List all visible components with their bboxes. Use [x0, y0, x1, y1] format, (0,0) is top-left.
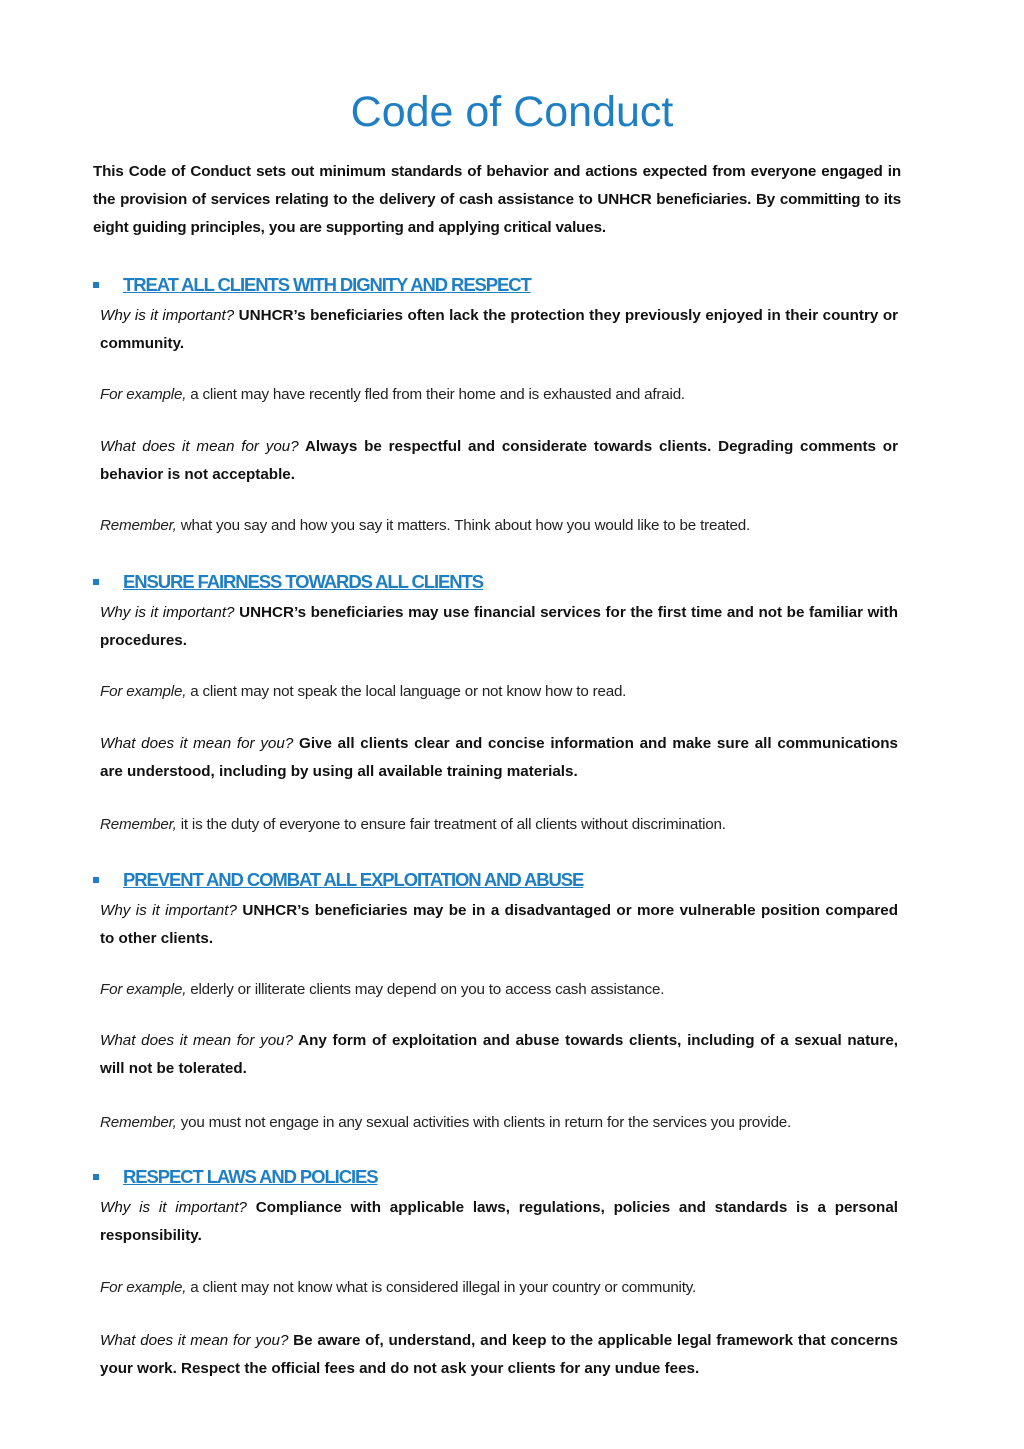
meaning-paragraph [100, 1027, 898, 1083]
example-text: a client may not speak the local language or not know how to read. [186, 683, 627, 700]
bullet-icon [93, 1174, 99, 1180]
section-heading-label: ENSURE FAIRNESS TOWARDS ALL CLIENTS [123, 571, 483, 592]
meaning-paragraph [100, 433, 898, 489]
meaning-lead: What does it mean for you? [100, 438, 299, 455]
example-lead: For example, [100, 683, 187, 700]
why-important-paragraph [100, 302, 898, 358]
page-title: Code of Conduct [350, 88, 674, 136]
remember-paragraph [100, 1109, 898, 1137]
example-text: a client may not know what is considered illegal in your country or community. [186, 1279, 697, 1296]
remember-paragraph [100, 512, 898, 540]
meaning-text: Always be respectful and considerate towards clients. Degrading comments or behavior is not acceptable. [100, 438, 898, 483]
remember-text: it is the duty of everyone to ensure fair treatment of all clients without discrimination. [176, 816, 726, 833]
bullet-icon [93, 282, 99, 288]
why-important-paragraph [100, 897, 898, 953]
section-heading [93, 865, 583, 895]
meaning-paragraph [100, 1327, 898, 1383]
section-heading [93, 1162, 377, 1192]
remember-text: you must not engage in any sexual activities with clients in return for the services you provide. [176, 1114, 792, 1131]
remember-lead: Remember, [100, 816, 177, 833]
why-text: UNHCR’s beneficiaries often lack the protection they previously enjoyed in their country or community. [100, 307, 899, 352]
meaning-text: Any form of exploitation and abuse towards clients, including of a sexual nature, will not be tolerated. [100, 1032, 898, 1077]
intro-paragraph: This Code of Conduct sets out minimum standards of behavior and actions expected from everyone engaged in the provision of services relating to the delivery of cash assistance to UNHCR beneficiaries. By committing to its eight guiding principles, you are supporting and applying critical values. [93, 163, 901, 236]
why-important-paragraph [100, 599, 898, 655]
why-lead: Why is it important? [100, 307, 235, 324]
meaning-text: Be aware of, understand, and keep to the applicable legal framework that concerns your work. Respect the official fees and do not ask your clients for any undue fees. [100, 1332, 898, 1377]
example-paragraph [100, 976, 898, 1004]
remember-text: what you say and how you say it matters. Think about how you would like to be treated. [176, 517, 750, 534]
remember-paragraph [100, 811, 898, 839]
meaning-lead: What does it mean for you? [100, 1332, 289, 1349]
why-lead: Why is it important? [100, 1199, 248, 1216]
meaning-paragraph [100, 730, 898, 786]
meaning-text: Give all clients clear and concise information and make sure all communications are understood, including by using all available training materials. [100, 735, 898, 780]
why-lead: Why is it important? [100, 902, 237, 919]
section-heading-label: TREAT ALL CLIENTS WITH DIGNITY AND RESPECT [123, 274, 531, 295]
example-lead: For example, [100, 386, 187, 403]
example-paragraph [100, 381, 898, 409]
section-heading-label: PREVENT AND COMBAT ALL EXPLOITATION AND ABUSE [123, 869, 584, 890]
why-text: UNHCR’s beneficiaries may be in a disadvantaged or more vulnerable position compared to other clients. [100, 902, 898, 947]
why-lead: Why is it important? [100, 604, 235, 621]
example-text: elderly or illiterate clients may depend on you to access cash assistance. [186, 981, 665, 998]
example-paragraph [100, 678, 898, 706]
example-paragraph [100, 1274, 898, 1302]
meaning-lead: What does it mean for you? [100, 1032, 294, 1049]
why-important-paragraph [100, 1194, 898, 1250]
section-heading-label: RESPECT LAWS AND POLICIES [123, 1166, 378, 1187]
remember-lead: Remember, [100, 517, 177, 534]
example-lead: For example, [100, 1279, 187, 1296]
why-text: Compliance with applicable laws, regulations, policies and standards is a personal responsibility. [100, 1199, 898, 1244]
bullet-icon [93, 877, 99, 883]
bullet-icon [93, 579, 99, 585]
section-heading [93, 270, 531, 300]
why-text: UNHCR’s beneficiaries may use financial services for the first time and not be familiar with procedures. [100, 604, 898, 649]
remember-lead: Remember, [100, 1114, 177, 1131]
example-text: a client may have recently fled from their home and is exhausted and afraid. [186, 386, 685, 403]
section-heading [93, 567, 483, 597]
example-lead: For example, [100, 981, 187, 998]
meaning-lead: What does it mean for you? [100, 735, 294, 752]
